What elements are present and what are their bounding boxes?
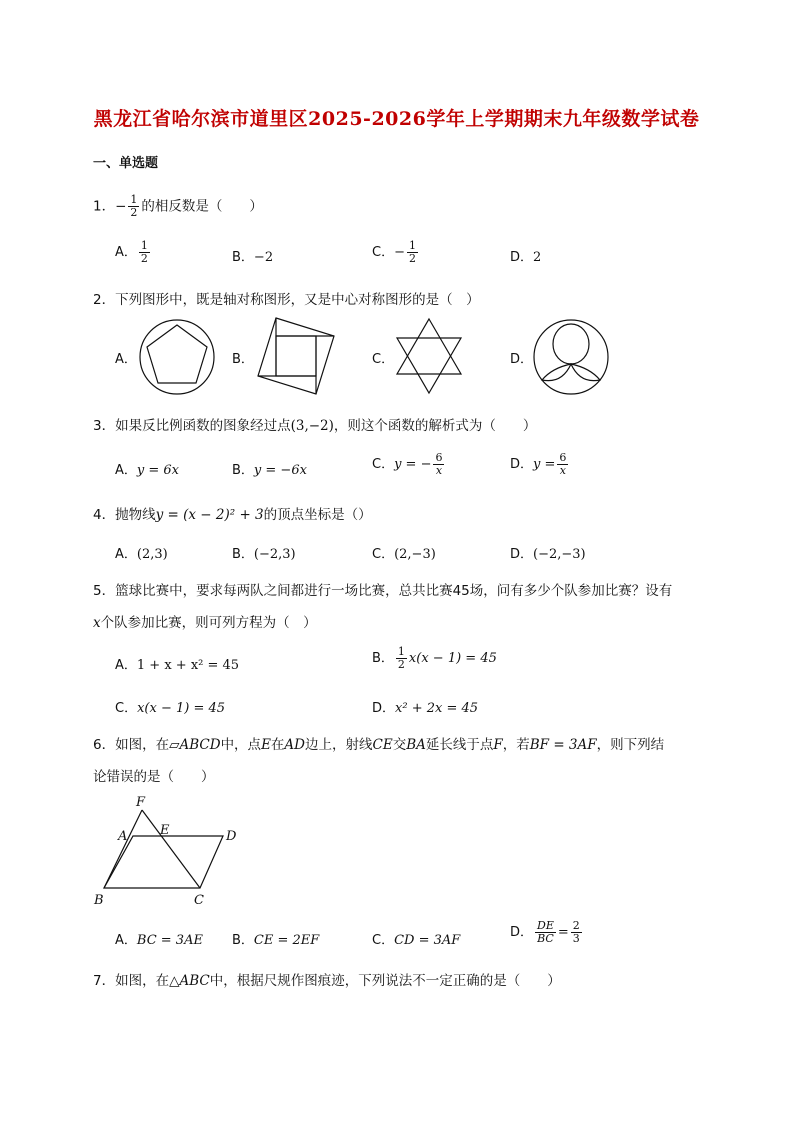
question-5-line-2: x个队参加比赛，则可列方程为（ ） [93, 615, 317, 631]
q1-option-a[interactable]: A． $\frac{1}{2}$ [115, 239, 148, 265]
q1-fraction: $\frac{1}{2}$ [130, 193, 138, 219]
q2-option-b-label[interactable]: B． [232, 352, 254, 367]
question-4: 4．抛物线y = (x − 2)² + 3的顶点坐标是（） [93, 507, 372, 523]
q6-option-a[interactable]: A．BC = 3AE [115, 933, 203, 948]
q2-figure-b-pinwheel-square [254, 314, 336, 398]
q4-option-a[interactable]: A．(2,3) [115, 547, 168, 562]
question-6-line-2: 论错误的是（ ） [93, 769, 215, 785]
q2-figure-a-circle-pentagon [137, 317, 217, 397]
q2-option-d-label[interactable]: D． [510, 352, 534, 367]
exam-title: 黑龙江省哈尔滨市道里区2025-2026学年上学期期末九年级数学试卷 [93, 108, 700, 130]
q1-number: 1． [93, 198, 116, 215]
question-5-line-1: 5．篮球比赛中，要求每两队之间都进行一场比赛，总共比赛45场，问有多少个队参加比赛？设有 [93, 583, 673, 599]
q6-parallelogram-figure [90, 792, 250, 912]
q3-option-c[interactable]: C．y = − $\frac{6}{x}$ [372, 451, 443, 477]
q5-option-b[interactable]: B． $\frac{1}{2}$ x(x − 1) = 45 [372, 645, 497, 671]
q5-option-d[interactable]: D．x² + 2x = 45 [372, 701, 479, 716]
q1-option-b[interactable]: B．−2 [232, 250, 274, 265]
question-7: 7．如图，在△ABC中，根据尺规作图痕迹，下列说法不一定正确的是（ ） [93, 973, 561, 989]
question-6-line-1: 6．如图，在▱ABCD中，点E在AD边上，射线CE交BA延长线于点F，若BF = 3AF，则下列结 [93, 737, 665, 753]
fig-label-f: F [136, 795, 146, 810]
q4-formula: y = (x − 2)² + 3 [155, 507, 264, 523]
fig-label-e: E [160, 823, 170, 838]
q5-option-a[interactable]: A．1 + x + x² = 45 [115, 658, 240, 673]
q3-option-d[interactable]: D．y = $\frac{6}{x}$ [510, 451, 567, 477]
q6-option-b[interactable]: B．CE = 2EF [232, 933, 320, 948]
q3-option-a[interactable]: A．y = 6x [115, 463, 180, 478]
q4-option-c[interactable]: C．(2,−3) [372, 547, 436, 562]
question-2: 2．下列图形中，既是轴对称图形，又是中心对称图形的是（ ） [93, 292, 480, 308]
q1-option-d[interactable]: D．2 [510, 250, 542, 265]
q5-option-c[interactable]: C．x(x − 1) = 45 [115, 701, 226, 716]
q2-option-c-label[interactable]: C． [372, 352, 395, 367]
q3-option-b[interactable]: B．y = −6x [232, 463, 307, 478]
q1-negative: − [115, 198, 127, 215]
q1-option-c[interactable]: C．− $\frac{1}{2}$ [372, 239, 416, 265]
q4-option-b[interactable]: B．(−2,3) [232, 547, 296, 562]
q1-text: 的相反数是（ ） [141, 198, 263, 215]
fig-label-b: B [94, 893, 104, 908]
q2-figure-c-hexagram [392, 316, 466, 396]
fig-label-c: C [194, 893, 204, 908]
q3-point: (3,−2) [290, 418, 334, 434]
fig-label-d: D [226, 829, 237, 844]
question-3: 3．如果反比例函数的图象经过点(3,−2)，则这个函数的解析式为（ ） [93, 418, 537, 434]
q6-option-d[interactable]: D． $\frac{DE}{BC}$ = $\frac{2}{3}$ [510, 919, 580, 945]
q6-option-c[interactable]: C．CD = 3AF [372, 933, 461, 948]
question-1 [93, 194, 263, 219]
q2-option-a-label[interactable]: A． [115, 352, 137, 367]
fig-label-a: A [118, 829, 128, 844]
section-heading: 一、单选题 [93, 156, 159, 171]
q4-option-d[interactable]: D．(−2,−3) [510, 547, 586, 562]
q2-figure-d-trefoil-circle [532, 318, 610, 396]
